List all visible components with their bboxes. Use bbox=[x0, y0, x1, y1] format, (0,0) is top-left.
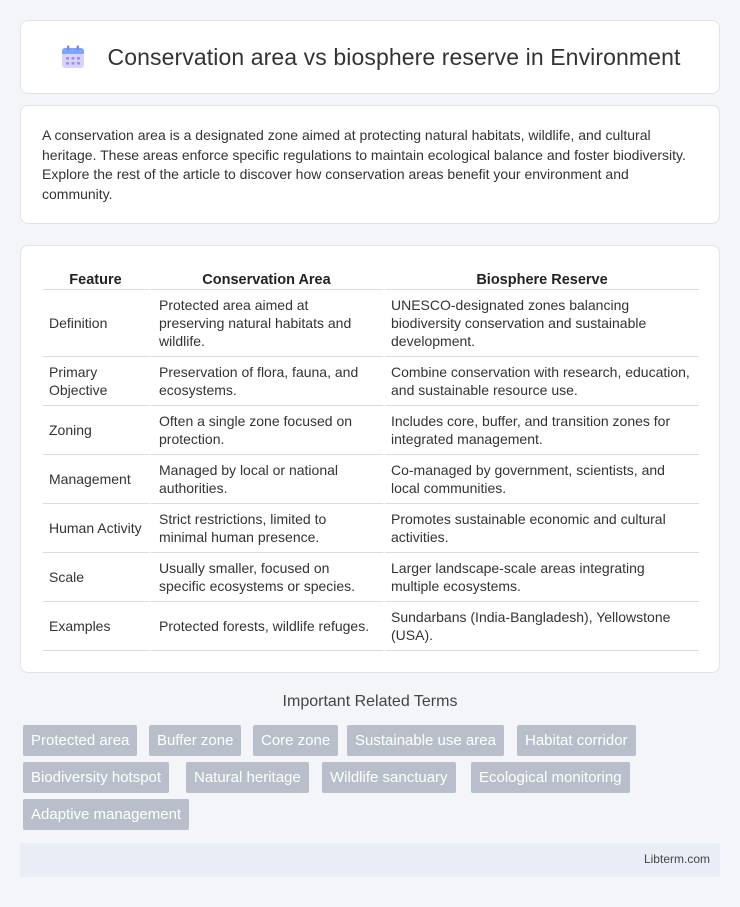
term-tag[interactable]: Sustainable use area bbox=[347, 725, 504, 756]
header-feature: Feature bbox=[43, 264, 151, 290]
biosphere-cell: Co-managed by government, scientists, and local communities. bbox=[385, 455, 699, 504]
footer-site-link[interactable]: Libterm.com bbox=[643, 852, 710, 866]
calendar-icon bbox=[60, 44, 86, 70]
conservation-cell: Preservation of flora, fauna, and ecosystems. bbox=[151, 357, 385, 406]
intro-card bbox=[20, 105, 720, 224]
term-tag[interactable]: Ecological monitoring bbox=[471, 762, 630, 793]
term-tag[interactable]: Biodiversity hotspot bbox=[23, 762, 169, 793]
biosphere-cell: UNESCO-designated zones balancing biodiversity conservation and sustainable development. bbox=[385, 290, 699, 357]
table-row bbox=[43, 290, 699, 357]
conservation-cell: Protected area aimed at preserving natural habitats and wildlife. bbox=[151, 290, 385, 357]
feature-cell: Management bbox=[43, 455, 151, 504]
biosphere-cell: Promotes sustainable economic and cultural activities. bbox=[385, 504, 699, 553]
feature-cell: Primary Objective bbox=[43, 357, 151, 406]
feature-cell: Examples bbox=[43, 602, 151, 651]
conservation-cell: Usually smaller, focused on specific ecosystems or species. bbox=[151, 553, 385, 602]
conservation-cell: Strict restrictions, limited to minimal human presence. bbox=[151, 504, 385, 553]
header-biosphere-reserve: Biosphere Reserve bbox=[385, 264, 699, 290]
feature-cell: Definition bbox=[43, 290, 151, 357]
table-row bbox=[43, 455, 699, 504]
page-title: Conservation area vs biosphere reserve in Environment bbox=[107, 43, 681, 70]
term-tag[interactable]: Protected area bbox=[23, 725, 137, 756]
table-row bbox=[43, 553, 699, 602]
term-tag[interactable]: Adaptive management bbox=[23, 799, 189, 830]
comparison-card bbox=[20, 245, 720, 673]
table-row bbox=[43, 504, 699, 553]
term-tag[interactable]: Wildlife sanctuary bbox=[322, 762, 456, 793]
conservation-cell: Often a single zone focused on protection. bbox=[151, 406, 385, 455]
term-tag[interactable]: Natural heritage bbox=[186, 762, 309, 793]
table-row bbox=[43, 357, 699, 406]
feature-cell: Human Activity bbox=[43, 504, 151, 553]
comparison-table bbox=[43, 264, 699, 651]
related-terms-title: Important Related Terms bbox=[282, 693, 458, 710]
conservation-cell: Protected forests, wildlife refuges. bbox=[151, 602, 385, 651]
header-card bbox=[20, 20, 720, 94]
footer bbox=[20, 843, 720, 877]
biosphere-cell: Sundarbans (India-Bangladesh), Yellowstone (USA). bbox=[385, 602, 699, 651]
table-header-row bbox=[43, 264, 699, 290]
term-tag[interactable]: Core zone bbox=[253, 725, 338, 756]
conservation-cell: Managed by local or national authorities. bbox=[151, 455, 385, 504]
header-conservation-area: Conservation Area bbox=[151, 264, 385, 290]
intro-text: A conservation area is a designated zone aimed at protecting natural habitats, wildlife, and cultural heritage. These areas enforce specific regulations to maintain ecological balance and foster biodiversity. Explore the rest of the article to discover how conservation areas benefit your environment and community. bbox=[42, 127, 686, 202]
biosphere-cell: Larger landscape-scale areas integrating multiple ecosystems. bbox=[385, 553, 699, 602]
feature-cell: Scale bbox=[43, 553, 151, 602]
table-row bbox=[43, 406, 699, 455]
term-tag[interactable]: Buffer zone bbox=[149, 725, 241, 756]
biosphere-cell: Includes core, buffer, and transition zones for integrated management. bbox=[385, 406, 699, 455]
table-row bbox=[43, 602, 699, 651]
feature-cell: Zoning bbox=[43, 406, 151, 455]
term-tag[interactable]: Habitat corridor bbox=[517, 725, 636, 756]
biosphere-cell: Combine conservation with research, education, and sustainable resource use. bbox=[385, 357, 699, 406]
